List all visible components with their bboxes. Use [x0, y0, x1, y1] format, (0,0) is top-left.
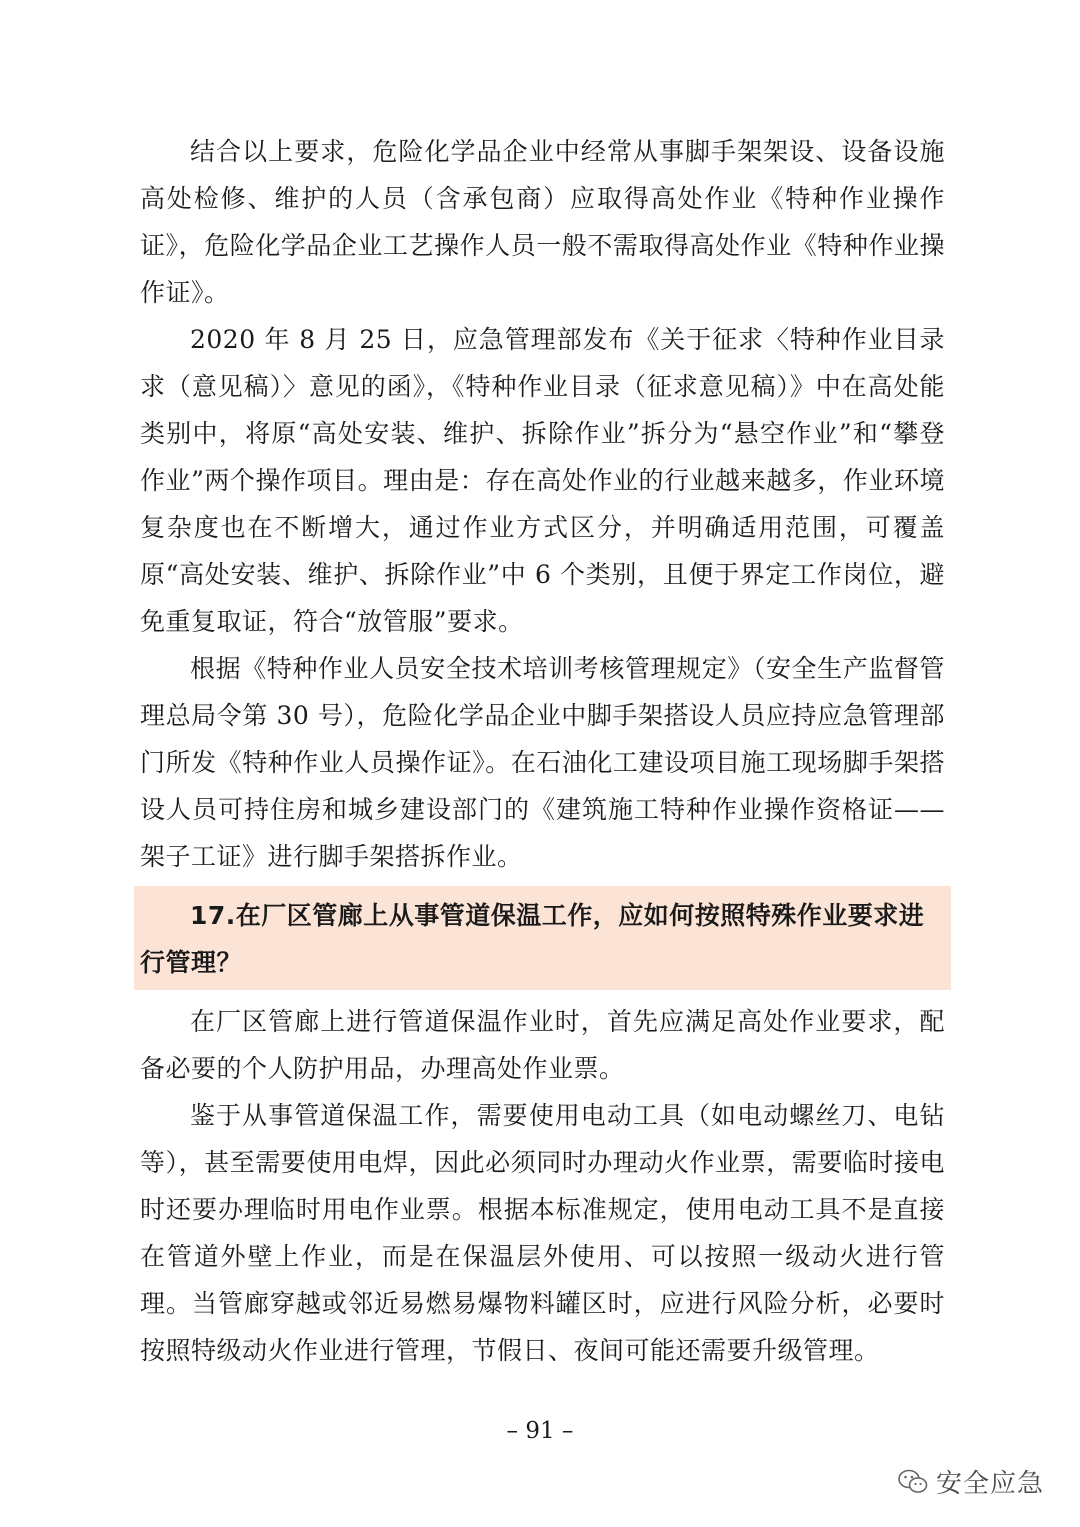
paragraph-draft-catalog: 2020 年 8 月 25 日，应急管理部发布《关于征求〈特种作业目录求（意见稿）〉意见的函》，《特种作业目录（征求意见稿）》中在高处能类别中，将原“高处安装、维护、拆除作业”拆分为“悬空作业”和“攀登作业”两个操作项目。理由是：存在高处作业的行业越来越多，作业环境复杂度也在不断增大，通过作业方式区分，并明确适用范围，可覆盖原“高处安装、维护、拆除作业”中 6 个类别，且便于界定工作岗位，避免重复取证，符合“放管服”要求。	[140, 325, 945, 636]
document-body	[140, 128, 945, 1374]
paragraph-qualification-requirements: 结合以上要求，危险化学品企业中经常从事脚手架架设、设备设施高处检修、维护的人员（含承包商）应取得高处作业《特种作业操作证》，危险化学品企业工艺操作人员一般不需取得高处作业《特种作业操作证》。	[140, 137, 945, 307]
watermark	[898, 1463, 1044, 1500]
question-heading: 17.在厂区管廊上从事管道保温工作，应如何按照特殊作业要求进行管理？	[140, 901, 925, 977]
question-heading-box	[134, 886, 951, 990]
watermark-text: 安全应急	[935, 1469, 1044, 1499]
wechat-icon	[898, 1469, 928, 1495]
paragraph-hot-work-permits: 鉴于从事管道保温工作，需要使用电动工具（如电动螺丝刀、电钻等），甚至需要使用电焊，因此必须同时办理动火作业票，需要临时接电时还要办理临时用电作业票。根据本标准规定，使用电动工具不是直接在管道外壁上作业，而是在保温层外使用、可以按照一级动火进行管理。当管廊穿越或邻近易燃易爆物料罐区时，应进行风险分析，必要时按照特级动火作业进行管理，节假日、夜间可能还需要升级管理。	[140, 1101, 945, 1365]
paragraph-insulation-requirements: 在厂区管廊上进行管道保温作业时，首先应满足高处作业要求，配备必要的个人防护用品，办理高处作业票。	[140, 1007, 945, 1083]
paragraph-scaffold-regulations: 根据《特种作业人员安全技术培训考核管理规定》（安全生产监督管理总局令第 30 号），危险化学品企业中脚手架搭设人员应持应急管理部门所发《特种作业人员操作证》。在石油化工建设项目施工现场脚手架搭设人员可持住房和城乡建设部门的《建筑施工特种作业操作资格证——架子工证》进行脚手架搭拆作业。	[140, 654, 945, 871]
page-number: – 91 –	[506, 1418, 574, 1444]
